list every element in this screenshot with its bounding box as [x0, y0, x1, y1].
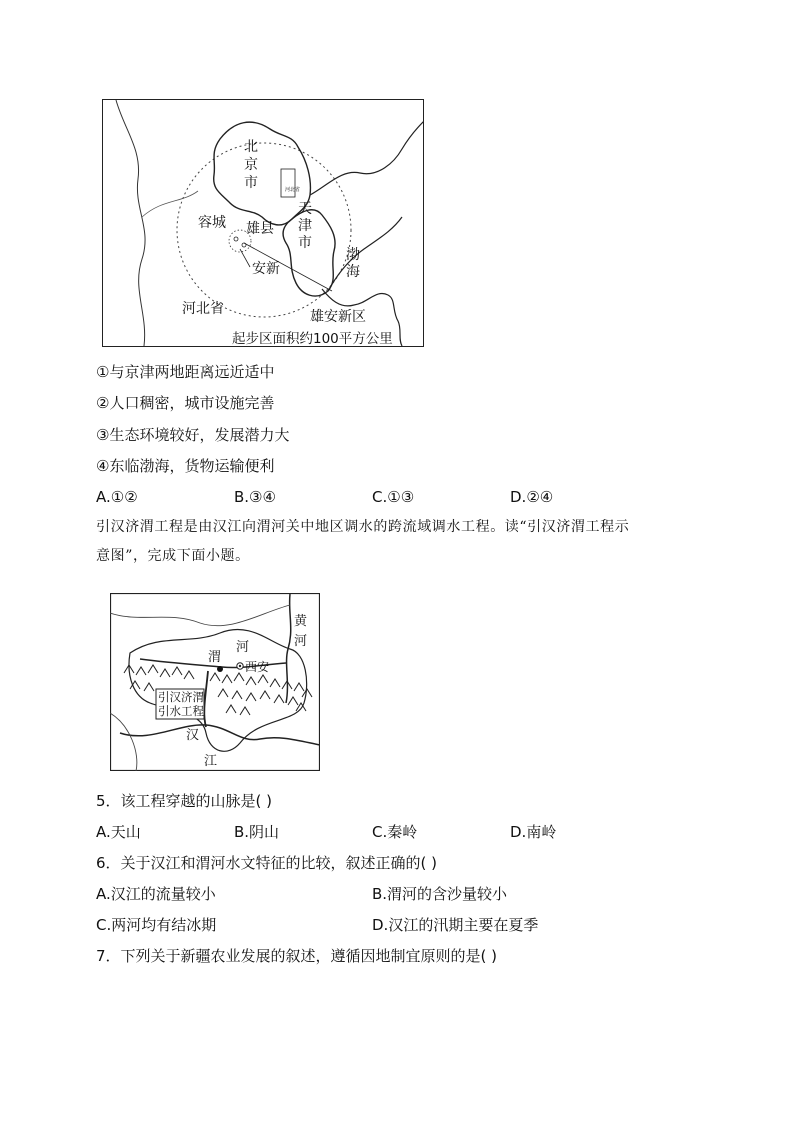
intro-line-1: 引汉济渭工程是由汉江向渭河关中地区调水的跨流域调水工程。读“引汉济渭工程示: [96, 519, 630, 535]
beijing-char-1: 北: [244, 139, 258, 155]
q4-option-a: A.①②: [96, 488, 138, 506]
wei-label: 渭: [208, 650, 222, 665]
q6-option-c: C.两河均有结冰期: [96, 916, 217, 934]
hebei-enclave-label: 河北省: [285, 187, 301, 193]
beijing-char-2: 京: [244, 157, 258, 173]
project-label-1: 引汉济渭: [158, 690, 204, 704]
xiongan-label: 雄安新区: [310, 309, 366, 325]
q4-option-c: C.①③: [372, 488, 415, 506]
bohai-char-1: 渤: [346, 247, 360, 263]
area-note-label: 起步区面积约100平方公里: [232, 331, 393, 347]
xian-label: 西安: [245, 660, 270, 674]
tianjin-char-3: 市: [298, 235, 312, 251]
q4-option-d: D.②④: [510, 488, 554, 506]
statement-3: ③生态环境较好，发展潜力大: [96, 426, 290, 444]
tianjin-char-1: 天: [298, 201, 312, 217]
q5-option-a: A.天山: [96, 823, 141, 841]
hanjiwei-project-map: [110, 593, 320, 771]
q6-stem: 6．关于汉江和渭河水文特征的比较，叙述正确的( ): [96, 854, 438, 872]
bohai-char-2: 海: [346, 264, 360, 280]
xiongan-location-map: [102, 99, 424, 347]
anxin-label: 安新: [252, 261, 280, 277]
tianjin-char-2: 津: [298, 218, 312, 234]
he-label: 河: [236, 640, 250, 655]
statement-1: ①与京津两地距离远近适中: [96, 363, 275, 381]
han-label: 汉: [186, 728, 200, 743]
statement-4: ④东临渤海，货物运输便利: [96, 457, 275, 475]
q5-option-b: B.阴山: [234, 823, 280, 841]
statement-2: ②人口稠密，城市设施完善: [96, 394, 275, 412]
jiang-label: 江: [204, 754, 218, 769]
huanghe-char-1: 黄: [294, 614, 308, 629]
beijing-char-3: 市: [244, 175, 258, 191]
q6-option-a: A.汉江的流量较小: [96, 885, 216, 903]
huanghe-char-2: 河: [294, 634, 308, 649]
q6-option-d: D.汉江的汛期主要在夏季: [372, 916, 539, 934]
project-label-2: 引水工程: [158, 704, 204, 718]
q7-stem: 7．下列关于新疆农业发展的叙述，遵循因地制宜原则的是( ): [96, 947, 498, 965]
rongcheng-label: 容城: [198, 215, 226, 231]
intro-line-2: 意图”，完成下面小题。: [96, 548, 250, 564]
wei-point: [217, 666, 223, 672]
q5-option-d: D.南岭: [510, 823, 557, 841]
q6-option-b: B.渭河的含沙量较小: [372, 885, 508, 903]
xiongxian-label: 雄县: [246, 221, 274, 237]
q4-option-b: B.③④: [234, 488, 276, 506]
hebei-label: 河北省: [182, 301, 224, 317]
q5-stem: 5．该工程穿越的山脉是( ): [96, 792, 273, 810]
q5-option-c: C.秦岭: [372, 823, 418, 841]
